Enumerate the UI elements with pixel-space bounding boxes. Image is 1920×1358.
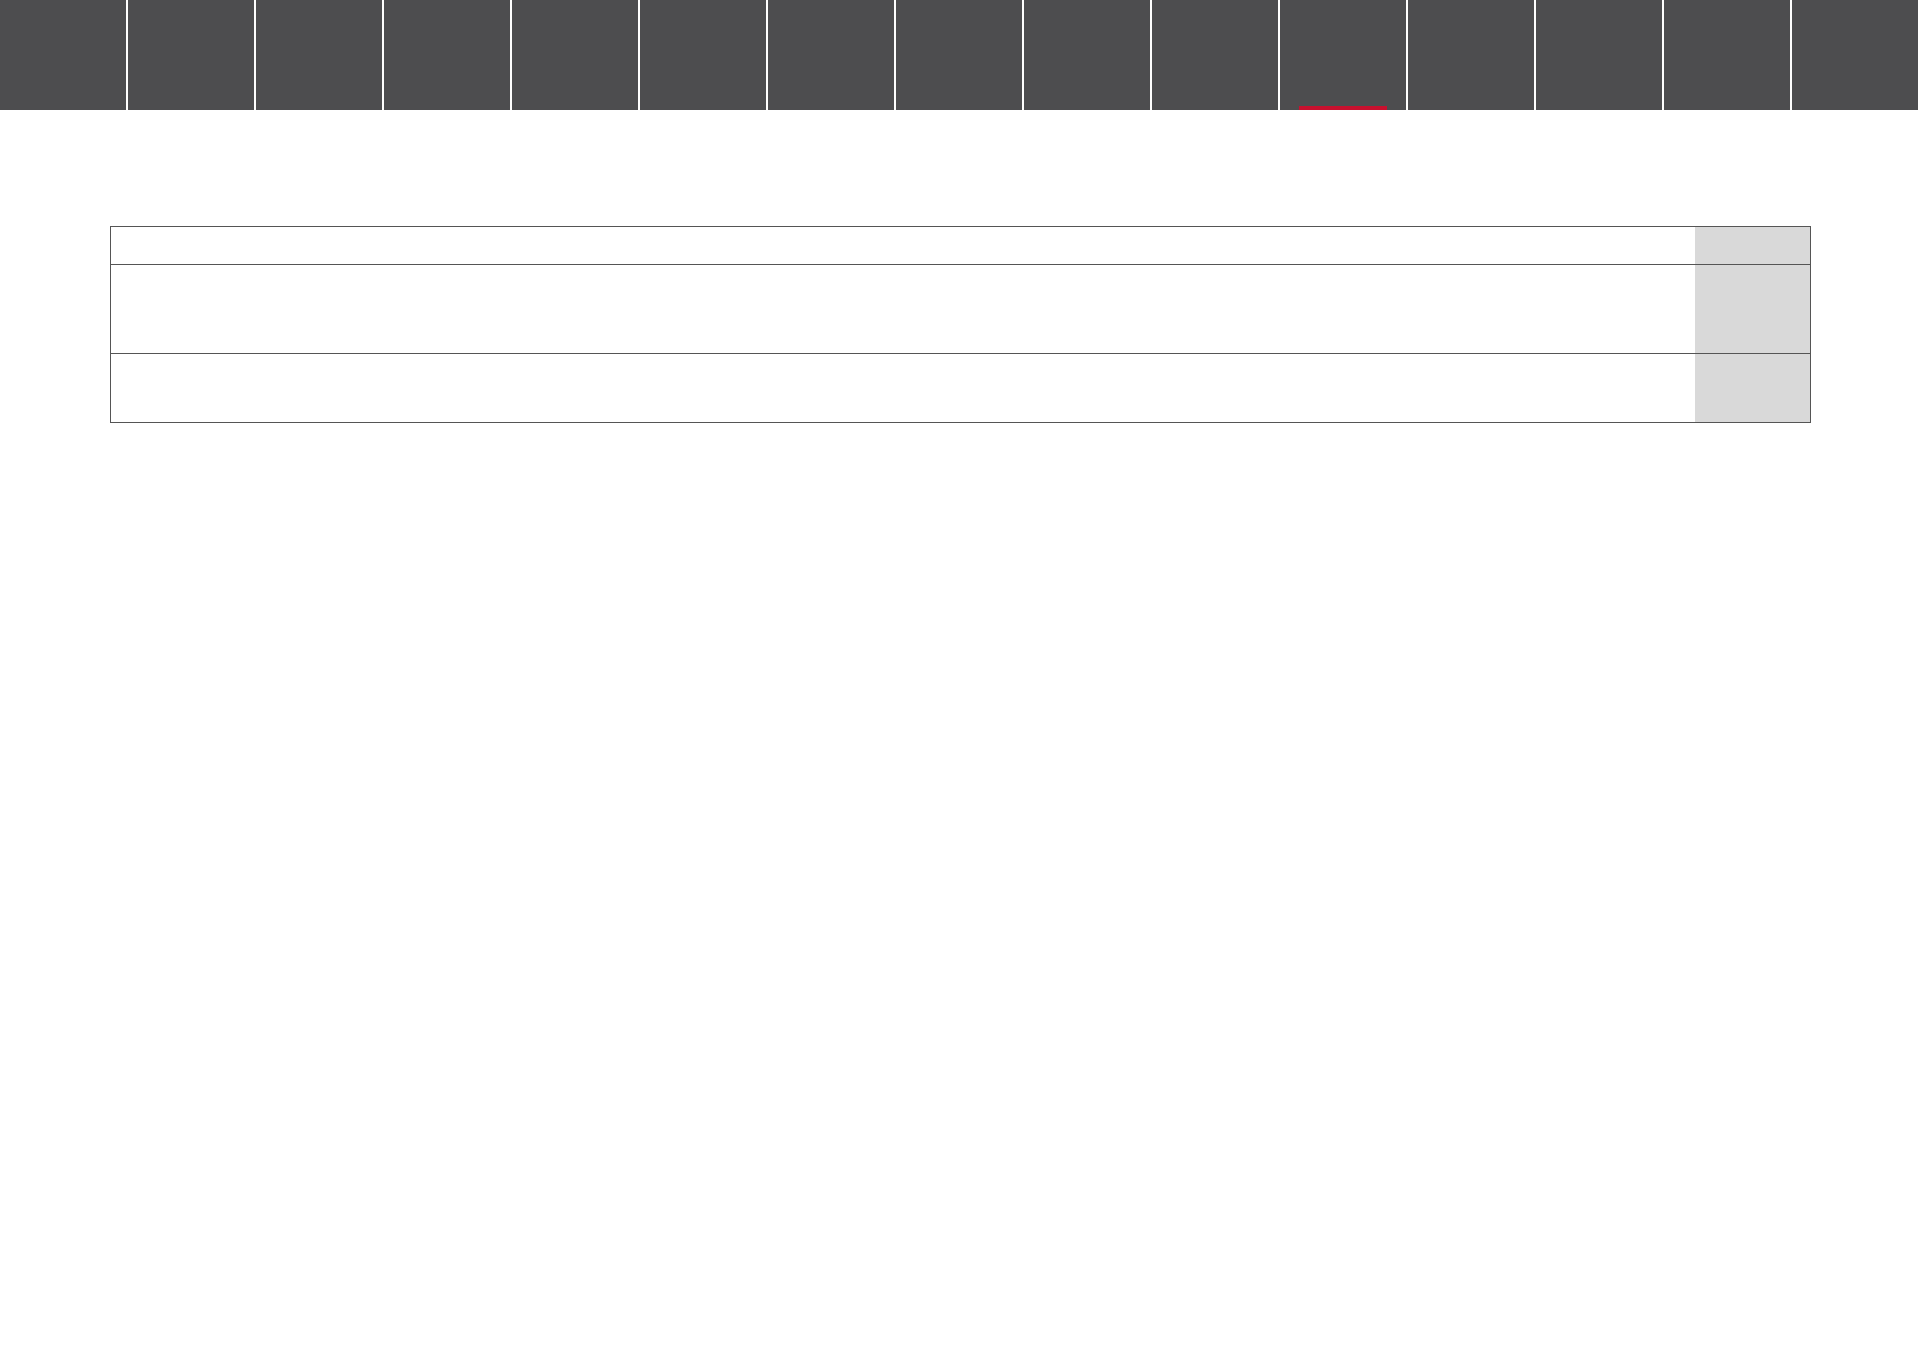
table-row [111,264,1810,353]
item-price [1695,265,1810,353]
tab-fahrwerk-und-raeder[interactable] [384,0,510,110]
tab-sicherheitsausstattung[interactable] [896,0,1022,110]
tab-zubehoer[interactable] [1280,0,1406,110]
tab-licht-und-sicht[interactable] [768,0,894,110]
section-navigation [0,0,1920,110]
tab-sonderausstattung[interactable] [1152,0,1278,110]
tab-preise[interactable] [0,0,126,110]
tab-technische-daten[interactable] [1408,0,1534,110]
tab-lackfarben[interactable] [1024,0,1150,110]
table-heading [111,227,1695,264]
tab-service[interactable] [1792,0,1918,110]
tab-interieur-und-komfort[interactable] [512,0,638,110]
item-cell [111,354,1695,422]
table-row [111,353,1810,422]
item-cell [111,265,1695,353]
price-column-header [1695,227,1810,264]
accessory-table-luggage [110,226,1811,423]
tab-wesentliche-ausstattung[interactable] [128,0,254,110]
table-header-row [111,227,1810,264]
tab-exterieur[interactable] [256,0,382,110]
tab-abmessungen[interactable] [1536,0,1662,110]
tab-glossar[interactable] [1664,0,1790,110]
tab-konnektivitaet-und-infotainment[interactable] [640,0,766,110]
item-price [1695,354,1810,422]
